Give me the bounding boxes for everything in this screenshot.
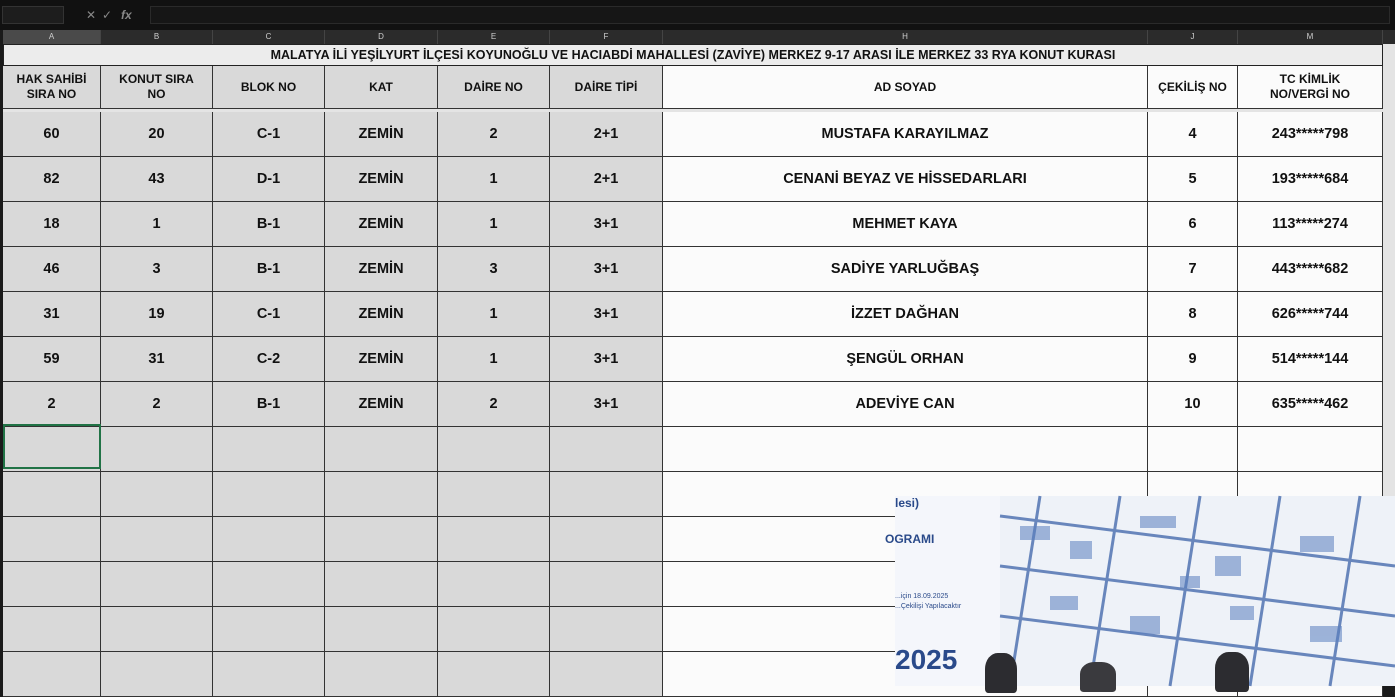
header-konut-sira-no[interactable] xyxy=(101,66,213,109)
cell-blok-no[interactable]: C-1 xyxy=(213,292,325,337)
empty-cell[interactable] xyxy=(101,607,213,652)
empty-cell[interactable] xyxy=(325,427,438,472)
empty-cell[interactable] xyxy=(101,472,213,517)
cell-daire-tipi[interactable]: 3+1 xyxy=(550,202,663,247)
empty-cell[interactable] xyxy=(438,427,550,472)
cell-hak-sahibi-sira-no[interactable]: 60 xyxy=(3,112,101,157)
cell-blok-no[interactable]: B-1 xyxy=(213,247,325,292)
overlay-line-3: ...için 18.09.2025 xyxy=(895,593,949,600)
function-icon[interactable]: fx xyxy=(121,8,132,22)
cell-tc-kimlik-no[interactable]: 635*****462 xyxy=(1238,382,1383,427)
empty-cell[interactable] xyxy=(213,427,325,472)
empty-cell[interactable] xyxy=(550,607,663,652)
empty-cell[interactable] xyxy=(101,652,213,697)
empty-cell[interactable] xyxy=(1148,427,1238,472)
header-line: AD SOYAD xyxy=(873,79,937,94)
name-box[interactable] xyxy=(2,6,64,24)
empty-cell[interactable] xyxy=(550,517,663,562)
cell-daire-tipi[interactable]: 2+1 xyxy=(550,157,663,202)
header-tc-kimlik-no[interactable] xyxy=(1238,66,1383,109)
empty-cell[interactable] xyxy=(325,517,438,562)
cell-konut-sira-no[interactable]: 2 xyxy=(101,382,213,427)
cell-hak-sahibi-sira-no[interactable]: 59 xyxy=(3,337,101,382)
video-overlay xyxy=(885,496,1395,686)
person-silhouette xyxy=(1215,652,1249,692)
empty-cell[interactable] xyxy=(3,607,101,652)
empty-cell[interactable] xyxy=(550,652,663,697)
empty-cell[interactable] xyxy=(3,652,101,697)
column-header-j[interactable]: J xyxy=(1148,30,1238,44)
overlay-line-1: lesi) xyxy=(895,496,920,510)
cell-konut-sira-no[interactable]: 20 xyxy=(101,112,213,157)
cell-ad-soyad[interactable]: CENANİ BEYAZ VE HİSSEDARLARI xyxy=(663,157,1148,202)
empty-cell[interactable] xyxy=(325,607,438,652)
cell-hak-sahibi-sira-no[interactable]: 46 xyxy=(3,247,101,292)
empty-cell[interactable] xyxy=(213,517,325,562)
header-line: SIRA NO xyxy=(26,87,77,101)
person-silhouette xyxy=(1080,662,1116,692)
empty-cell[interactable] xyxy=(101,562,213,607)
cell-cekilis-no[interactable]: 10 xyxy=(1148,382,1238,427)
cell-tc-kimlik-no[interactable]: 443*****682 xyxy=(1238,247,1383,292)
cell-hak-sahibi-sira-no[interactable]: 31 xyxy=(3,292,101,337)
cell-hak-sahibi-sira-no[interactable]: 18 xyxy=(3,202,101,247)
empty-cell[interactable] xyxy=(438,472,550,517)
cell-ad-soyad[interactable]: MUSTAFA KARAYILMAZ xyxy=(663,112,1148,157)
overlay-line-2: OGRAMI xyxy=(885,532,935,546)
cell-blok-no[interactable]: B-1 xyxy=(213,202,325,247)
header-daire-tipi[interactable] xyxy=(550,66,663,109)
cell-cekilis-no[interactable]: 8 xyxy=(1148,292,1238,337)
column-header-c[interactable]: C xyxy=(213,30,325,44)
empty-cell[interactable] xyxy=(213,607,325,652)
header-line: DAİRE TİPİ xyxy=(574,79,638,94)
empty-cell[interactable] xyxy=(438,562,550,607)
empty-cell[interactable] xyxy=(3,472,101,517)
empty-cell[interactable] xyxy=(3,517,101,562)
empty-cell[interactable] xyxy=(325,652,438,697)
cell-tc-kimlik-no[interactable]: 626*****744 xyxy=(1238,292,1383,337)
cell-hak-sahibi-sira-no[interactable]: 2 xyxy=(3,382,101,427)
header-kat[interactable] xyxy=(325,66,438,109)
cell-blok-no[interactable]: C-2 xyxy=(213,337,325,382)
cell-daire-no[interactable]: 1 xyxy=(438,337,550,382)
column-headers xyxy=(3,30,1395,44)
sheet-title[interactable]: MALATYA İLİ YEŞİLYURT İLÇESİ KOYUNOĞLU VE HACIABDİ MAHALLESİ (ZAVİYE) MERKEZ 9-17 ARASI İLE MERKEZ 33 RYA KONUT KURASI xyxy=(3,44,1383,66)
cell-daire-no[interactable]: 1 xyxy=(438,292,550,337)
empty-cell[interactable] xyxy=(438,517,550,562)
cell-ad-soyad[interactable]: MEHMET KAYA xyxy=(663,202,1148,247)
cell-cekilis-no[interactable]: 9 xyxy=(1148,337,1238,382)
cell-cekilis-no[interactable]: 6 xyxy=(1148,202,1238,247)
cell-daire-tipi[interactable]: 3+1 xyxy=(550,247,663,292)
cell-ad-soyad[interactable]: SADİYE YARLUĞBAŞ xyxy=(663,247,1148,292)
empty-cell[interactable] xyxy=(101,427,213,472)
cell-kat[interactable]: ZEMİN xyxy=(325,112,438,157)
cell-konut-sira-no[interactable]: 31 xyxy=(101,337,213,382)
header-hak-sahibi-sira-no[interactable] xyxy=(3,66,101,109)
cell-cekilis-no[interactable]: 7 xyxy=(1148,247,1238,292)
header-line: KAT xyxy=(369,79,393,94)
cell-hak-sahibi-sira-no[interactable]: 82 xyxy=(3,157,101,202)
formula-input[interactable] xyxy=(150,6,1390,24)
column-header-h[interactable]: H xyxy=(663,30,1148,44)
cell-tc-kimlik-no[interactable]: 113*****274 xyxy=(1238,202,1383,247)
header-line: ÇEKİLİŞ NO xyxy=(1158,79,1227,94)
column-header-m[interactable]: M xyxy=(1238,30,1383,44)
header-line: KONUT SIRA xyxy=(119,72,194,86)
empty-cell[interactable] xyxy=(550,427,663,472)
header-cekilis-no[interactable] xyxy=(1148,66,1238,109)
cell-daire-tipi[interactable]: 3+1 xyxy=(550,382,663,427)
cell-daire-no[interactable]: 1 xyxy=(438,202,550,247)
header-line: DAİRE NO xyxy=(464,79,523,94)
empty-cell[interactable] xyxy=(325,472,438,517)
cell-kat[interactable]: ZEMİN xyxy=(325,157,438,202)
city-map-image xyxy=(1000,496,1395,686)
header-line: BLOK NO xyxy=(240,79,297,94)
cell-tc-kimlik-no[interactable]: 243*****798 xyxy=(1238,112,1383,157)
empty-cell[interactable] xyxy=(213,652,325,697)
empty-cell[interactable] xyxy=(213,562,325,607)
empty-cell[interactable] xyxy=(1238,427,1383,472)
column-header-f[interactable]: F xyxy=(550,30,663,44)
cell-blok-no[interactable]: B-1 xyxy=(213,382,325,427)
header-daire-no[interactable] xyxy=(438,66,550,109)
empty-cell[interactable] xyxy=(325,562,438,607)
formula-bar xyxy=(0,0,1395,30)
cell-daire-no[interactable]: 1 xyxy=(438,157,550,202)
empty-cell[interactable] xyxy=(550,472,663,517)
cell-tc-kimlik-no[interactable]: 193*****684 xyxy=(1238,157,1383,202)
empty-cell[interactable] xyxy=(550,562,663,607)
empty-cell[interactable] xyxy=(663,427,1148,472)
cell-daire-tipi[interactable]: 3+1 xyxy=(550,337,663,382)
active-cell-selection[interactable] xyxy=(3,424,101,469)
empty-cell[interactable] xyxy=(101,517,213,562)
cell-cekilis-no[interactable]: 5 xyxy=(1148,157,1238,202)
cell-konut-sira-no[interactable]: 19 xyxy=(101,292,213,337)
cell-tc-kimlik-no[interactable]: 514*****144 xyxy=(1238,337,1383,382)
column-header-d[interactable]: D xyxy=(325,30,438,44)
cell-kat[interactable]: ZEMİN xyxy=(325,292,438,337)
x-icon[interactable]: ✕ xyxy=(86,8,97,22)
check-icon[interactable]: ✓ xyxy=(102,8,113,22)
cell-kat[interactable]: ZEMİN xyxy=(325,202,438,247)
overlay-year: 2025 xyxy=(895,644,958,675)
header-ad-soyad[interactable] xyxy=(663,66,1148,109)
cell-daire-no[interactable]: 2 xyxy=(438,382,550,427)
cell-daire-no[interactable]: 3 xyxy=(438,247,550,292)
cell-ad-soyad[interactable]: İZZET DAĞHAN xyxy=(663,292,1148,337)
cell-cekilis-no[interactable]: 4 xyxy=(1148,112,1238,157)
empty-cell[interactable] xyxy=(213,472,325,517)
header-line: NO xyxy=(147,87,166,101)
overlay-line-4: ...Çekilişi Yapılacaktır xyxy=(895,603,962,610)
header-line: HAK SAHİBİ xyxy=(16,72,87,86)
cell-kat[interactable]: ZEMİN xyxy=(325,337,438,382)
column-header-b[interactable]: B xyxy=(101,30,213,44)
cell-konut-sira-no[interactable]: 3 xyxy=(101,247,213,292)
header-blok-no[interactable] xyxy=(213,66,325,109)
cell-konut-sira-no[interactable]: 43 xyxy=(101,157,213,202)
person-silhouette xyxy=(985,653,1017,693)
cell-kat[interactable]: ZEMİN xyxy=(325,247,438,292)
cell-ad-soyad[interactable]: ŞENGÜL ORHAN xyxy=(663,337,1148,382)
cell-blok-no[interactable]: C-1 xyxy=(213,112,325,157)
column-header-a[interactable]: A xyxy=(3,30,101,44)
cell-blok-no[interactable]: D-1 xyxy=(213,157,325,202)
cell-daire-tipi[interactable]: 3+1 xyxy=(550,292,663,337)
cell-kat[interactable]: ZEMİN xyxy=(325,382,438,427)
empty-cell[interactable] xyxy=(438,607,550,652)
cell-daire-tipi[interactable]: 2+1 xyxy=(550,112,663,157)
empty-cell[interactable] xyxy=(438,652,550,697)
header-line: NO/VERGİ NO xyxy=(1269,87,1350,101)
cell-konut-sira-no[interactable]: 1 xyxy=(101,202,213,247)
cell-ad-soyad[interactable]: ADEVİYE CAN xyxy=(663,382,1148,427)
header-line: TC KİMLİK xyxy=(1279,72,1341,86)
cell-daire-no[interactable]: 2 xyxy=(438,112,550,157)
empty-cell[interactable] xyxy=(3,562,101,607)
column-header-e[interactable]: E xyxy=(438,30,550,44)
